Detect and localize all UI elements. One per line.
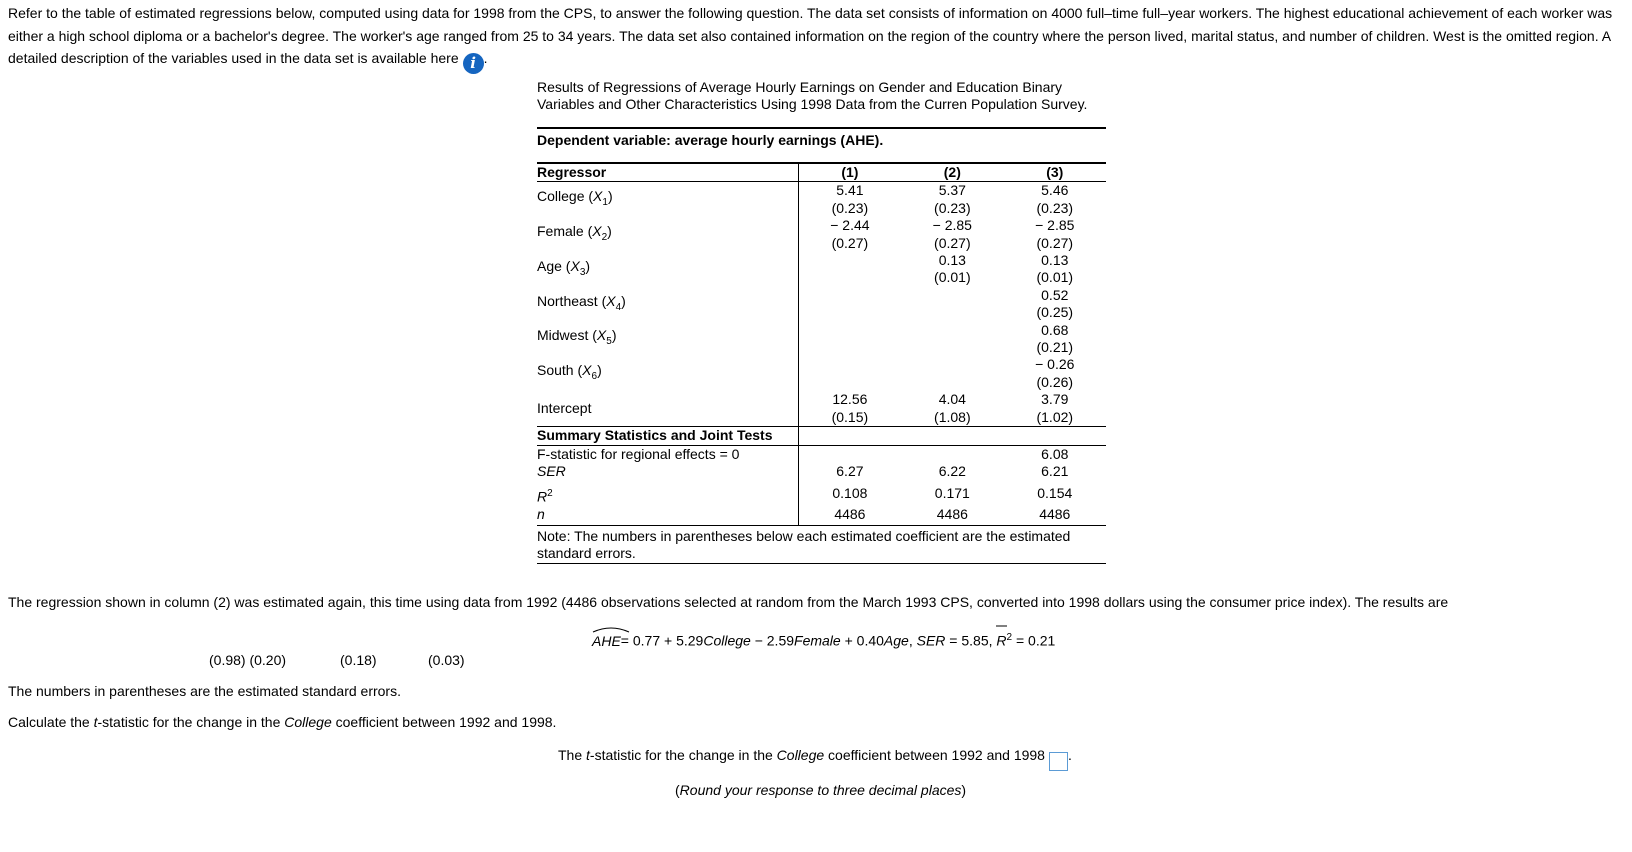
summary-value: 6.21 — [1041, 462, 1069, 479]
summary-value: 4486 — [834, 506, 866, 523]
bar-accent-icon — [996, 624, 1008, 628]
coefficient-value: 5.41 — [836, 182, 864, 199]
regressor-name: Female — [537, 223, 584, 240]
table-note — [537, 525, 1106, 564]
regressor-var: X — [593, 188, 603, 205]
regression-table-block — [537, 79, 1106, 564]
table-row — [537, 182, 1106, 217]
summary-value: 4486 — [936, 506, 968, 523]
summary-value: 6.27 — [836, 462, 864, 479]
header-col-1: (1) — [798, 163, 901, 182]
summary-value: 6.22 — [938, 462, 966, 479]
summary-header-row — [537, 427, 1106, 445]
round-close: ) — [961, 782, 967, 798]
coef-cell — [901, 217, 1003, 252]
regression-table-body — [537, 182, 1106, 427]
regressor-subscript: 4 — [615, 301, 622, 313]
regression-equation — [592, 632, 1055, 649]
regressor-var: X — [582, 362, 592, 379]
intro-text: Refer to the table of estimated regressions below, computed using data for 1998 from the CPS, to answer the following question. The data set consists of information on 4000 full–time full–year workers. The highest educational achievement of each worker was either a high school diploma or a bachelor's degree. The worker's age ranged from 25 to 34 years. The data set also contained information on the region of the country where the person lived, marital status, and number of children. West is the omitted region. A detailed description of the variables used in the data set is available here — [8, 5, 1613, 66]
regressor-var: X — [606, 292, 616, 309]
caption-line-1: Results of Regressions of Average Hourly Earnings on Gender and Education Binary — [537, 79, 1063, 95]
coefficient-value: 0.68 — [1041, 321, 1069, 338]
coef-cell — [1004, 252, 1106, 287]
se-female: (0.18) — [340, 652, 377, 668]
q3-college: College — [284, 714, 332, 730]
regressor-name: Age — [537, 257, 562, 274]
standard-error-value: (0.25) — [1036, 304, 1074, 321]
summary-row — [537, 480, 1106, 506]
coef-cell — [798, 391, 901, 426]
coefficient-value: 0.13 — [938, 252, 966, 269]
caption-line-2: Variables and Other Characteristics Using 1998 Data from the Curren Population Survey. — [537, 96, 1088, 112]
q3-part-a: Calculate the — [8, 714, 94, 730]
coefficient-value: − 0.26 — [1035, 356, 1075, 373]
standard-error-value: (0.21) — [1036, 339, 1074, 356]
coefficient-value: 5.37 — [938, 182, 966, 199]
header-col-3: (3) — [1004, 163, 1106, 182]
round-open: ( — [675, 782, 680, 798]
regressor-var: X — [592, 223, 602, 240]
standard-error-value: (1.08) — [934, 408, 971, 425]
summary-table-body — [537, 427, 1106, 525]
summary-label — [537, 463, 798, 480]
standard-error-value: (0.26) — [1036, 373, 1074, 390]
coefficient-value: − 2.85 — [932, 217, 972, 234]
round-instruction — [675, 782, 966, 798]
standard-error-value: (0.23) — [831, 199, 869, 216]
standard-error-value: (0.27) — [831, 234, 869, 251]
intro-end-period: . — [483, 50, 488, 66]
table-row — [537, 391, 1106, 426]
answer-part-b: -statistic for the change in the — [589, 747, 777, 763]
coef-cell — [798, 217, 901, 252]
regressor-subscript: 3 — [579, 266, 586, 278]
regressor-name: College — [537, 188, 585, 205]
summary-label-text: n — [537, 506, 545, 523]
answer-part-c: coefficient between 1992 and 1998 — [824, 747, 1045, 763]
equation-age: Age — [883, 632, 909, 649]
answer-end-period: . — [1067, 747, 1072, 763]
equation-lhs — [592, 633, 621, 649]
coef-cell — [798, 182, 901, 217]
summary-label — [537, 506, 798, 524]
coefficient-value: 0.13 — [1041, 252, 1069, 269]
regressor-subscript: 2 — [601, 231, 608, 243]
regressor-name: South — [537, 362, 574, 379]
dependent-variable-label: Dependent variable: average hourly earnings (AHE). — [537, 127, 1106, 150]
header-regressor: Regressor — [537, 163, 798, 182]
summary-value — [798, 445, 901, 463]
question-text-3 — [8, 714, 556, 730]
coef-cell — [1004, 356, 1106, 391]
se-intercept-college: (0.98) (0.20) — [209, 652, 287, 668]
equation-part-6: = 0.21 — [1012, 632, 1056, 649]
summary-label-sup: 2 — [547, 488, 553, 500]
equation-rbar-sup: 2 — [1006, 632, 1013, 643]
standard-error-value: (0.27) — [934, 234, 971, 251]
question-text-1: The regression shown in column (2) was estimated again, this time using data from 1992 (4486 observations selected at random from the March 1993 CPS, converted into 1998 dollars using the consumer price index). The results are — [8, 594, 1449, 610]
summary-row — [537, 463, 1106, 480]
coef-cell — [901, 287, 1003, 322]
summary-header: Summary Statistics and Joint Tests — [537, 427, 798, 445]
round-text: Round your response to three decimal places — [679, 782, 962, 798]
equation-college: College — [703, 632, 751, 649]
standard-error-value: (0.23) — [934, 199, 971, 216]
coef-cell — [1004, 287, 1106, 322]
table-row — [537, 287, 1106, 322]
regressor-label: Female $(X_2)$ — [537, 217, 798, 252]
equation-part-1: = 0.77 + 5.29 — [620, 632, 704, 649]
hat-accent-icon — [592, 625, 630, 633]
coef-cell — [901, 391, 1003, 426]
regressor-label — [537, 391, 798, 426]
coefficient-value: 3.79 — [1041, 391, 1069, 408]
regressor-name: Intercept — [537, 399, 592, 416]
coef-cell — [901, 182, 1003, 217]
coefficient-value: − 2.85 — [1035, 217, 1075, 234]
coef-cell — [901, 252, 1003, 287]
regressor-var: X — [596, 327, 607, 344]
coefficient-value: − 2.44 — [830, 217, 870, 234]
regressor-label: College $(X_1)$ — [537, 182, 798, 217]
regressor-name: Northeast — [537, 292, 598, 309]
regressor-label: Age $(X_3)$ — [537, 252, 798, 287]
equation-part-4: , — [908, 632, 917, 649]
summary-value: 6.08 — [1041, 445, 1069, 462]
summary-label — [537, 480, 798, 506]
coef-cell — [901, 356, 1003, 391]
regressor-subscript: 5 — [606, 336, 612, 348]
equation-part-5: = 5.85, — [945, 632, 997, 649]
se-age: (0.03) — [428, 652, 465, 668]
table-row — [537, 356, 1106, 391]
regressor-var: X — [570, 257, 580, 274]
standard-error-value: (0.27) — [1036, 234, 1074, 251]
regressor-subscript: 1 — [602, 197, 608, 208]
table-row — [537, 252, 1106, 287]
answer-t: t — [586, 747, 590, 763]
equation-rbar — [996, 632, 1012, 649]
summary-row — [537, 445, 1106, 463]
question-text-2: The numbers in parentheses are the estimated standard errors. — [8, 683, 401, 699]
answer-college: College — [776, 747, 825, 763]
table-caption — [537, 79, 1106, 113]
coef-cell — [1004, 217, 1106, 252]
coef-cell — [1004, 182, 1106, 217]
equation-standard-errors — [0, 652, 600, 670]
q3-t: t — [93, 714, 98, 730]
coef-cell — [1004, 322, 1106, 357]
answer-input[interactable] — [1049, 752, 1068, 771]
summary-label — [537, 445, 798, 463]
summary-label-text: F-statistic for regional effects = 0 — [537, 445, 740, 462]
equation-female: Female — [794, 632, 841, 649]
note-line-1: Note: The numbers in parentheses below each estimated coefficient are the estimated — [537, 527, 1071, 544]
coef-cell — [1004, 391, 1106, 426]
standard-error-value: (0.01) — [934, 269, 971, 286]
info-icon[interactable]: i — [463, 53, 484, 74]
standard-error-value: (0.15) — [831, 408, 869, 425]
regressor-label: Midwest $(X_5)$ — [537, 322, 798, 357]
regression-table — [537, 162, 1106, 525]
summary-value: 0.154 — [1037, 485, 1073, 502]
equation-lhs-text: AHE — [592, 632, 621, 649]
regressor-subscript: 6 — [591, 371, 598, 383]
coefficient-value: 12.56 — [832, 391, 868, 408]
coef-cell — [798, 356, 901, 391]
summary-value: 4486 — [1039, 506, 1071, 523]
coef-cell — [798, 322, 901, 357]
q3-part-b: -statistic for the change in the — [97, 714, 285, 730]
coef-cell — [901, 322, 1003, 357]
equation-ser: SER — [916, 632, 946, 649]
equation-part-3: + 0.40 — [840, 632, 884, 649]
standard-error-value: (0.01) — [1036, 269, 1074, 286]
summary-row — [537, 506, 1106, 524]
coefficient-value: 4.04 — [938, 391, 966, 408]
summary-label-text: SER — [537, 462, 566, 479]
coefficient-value: 5.46 — [1041, 182, 1069, 199]
regressor-label: South $(X_6)$ — [537, 356, 798, 391]
answer-part-a: The — [558, 747, 587, 763]
equation-rbar-text: R — [996, 632, 1007, 649]
regressor-name: Midwest — [537, 327, 589, 344]
summary-value: 0.108 — [832, 485, 868, 502]
table-row — [537, 217, 1106, 252]
coef-cell — [798, 252, 901, 287]
table-header-row — [537, 163, 1106, 182]
table-row — [537, 322, 1106, 357]
coefficient-value: 0.52 — [1041, 286, 1069, 303]
standard-error-value: (0.23) — [1036, 199, 1074, 216]
q3-part-c: coefficient between 1992 and 1998. — [331, 714, 557, 730]
standard-error-value: (1.02) — [1036, 408, 1074, 425]
note-line-2: standard errors. — [537, 544, 636, 561]
summary-value: 0.171 — [934, 485, 970, 502]
summary-label-text: R — [537, 488, 548, 505]
coef-cell — [798, 287, 901, 322]
intro-paragraph — [8, 2, 1624, 74]
summary-value — [901, 445, 1003, 463]
header-col-2: (2) — [901, 163, 1003, 182]
equation-part-2: − 2.59 — [750, 632, 795, 649]
answer-line — [558, 747, 1072, 771]
regressor-label: Northeast $(X_4)$ — [537, 287, 798, 322]
